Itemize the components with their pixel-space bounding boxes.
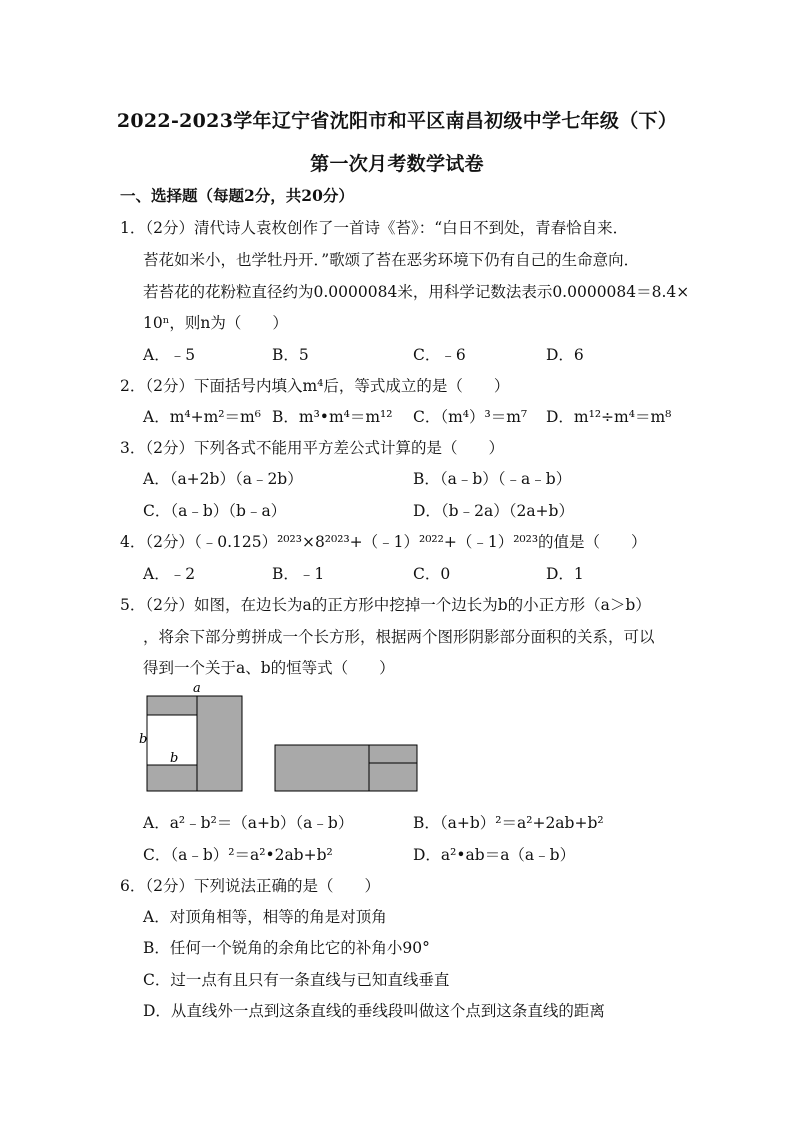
q6-option-d: D．从直线外一点到这条直线的垂线段叫做这个点到这条直线的距离 xyxy=(143,1002,605,1020)
q4-stem: 4．（2分）（﹣0.125）²⁰²³×8²⁰²³+（﹣1）²⁰²²+（﹣1）²⁰²³的值是（ ） xyxy=(120,533,647,551)
q6-option-c: C．过一点有且只有一条直线与已知直线垂直 xyxy=(143,971,450,989)
q4-option-a: A．﹣2 xyxy=(143,565,196,583)
q3-option-c: C．（a﹣b）（b﹣a） xyxy=(143,502,287,520)
q5-option-a: A．a²﹣b²＝（a+b）（a﹣b） xyxy=(143,814,354,832)
q3-option-d: D．（b﹣2a）（2a+b） xyxy=(413,502,574,520)
q1-option-c: C．﹣6 xyxy=(413,346,466,364)
q6-stem: 6．（2分）下列说法正确的是（ ） xyxy=(120,877,380,895)
q5-stem-line3: 得到一个关于a、b的恒等式（ ） xyxy=(143,659,395,677)
section-heading: 一、选择题（每题2分，共20分） xyxy=(120,186,354,205)
label-b-bottom: b xyxy=(170,751,179,766)
figure-square-with-cutout xyxy=(138,680,248,795)
q1-stem-line2: 苔花如米小，也学牡丹开．”歌颂了苔在恶劣环境下仍有自己的生命意向． xyxy=(143,251,640,269)
q4-option-b: B．﹣1 xyxy=(272,565,325,583)
q3-option-b: B．（a﹣b）（﹣a﹣b） xyxy=(413,470,572,488)
q2-option-d: D．m¹²÷m⁴＝m⁸ xyxy=(546,408,672,426)
exam-title-line2: 第一次月考数学试卷 xyxy=(310,153,484,175)
q3-stem: 3．（2分）下列各式不能用平方差公式计算的是（ ） xyxy=(120,439,504,457)
q1-stem-line1: 1．（2分）清代诗人袁枚创作了一首诗《苔》：“白日不到处，青春恰自来． xyxy=(120,219,629,237)
q1-option-a: A．﹣5 xyxy=(143,346,196,364)
q4-option-c: C．0 xyxy=(413,565,451,583)
q1-stem-line4: 10ⁿ，则n为（ ） xyxy=(143,314,288,332)
label-b-side: b xyxy=(139,732,148,747)
label-a: a xyxy=(193,681,201,696)
q2-option-b: B．m³•m⁴＝m¹² xyxy=(272,408,393,426)
q2-option-c: C．（m⁴）³＝m⁷ xyxy=(413,408,528,426)
figure-rearranged-rectangle xyxy=(272,742,422,794)
q1-option-d: D．6 xyxy=(546,346,584,364)
q2-option-a: A．m⁴+m²＝m⁶ xyxy=(143,408,261,426)
q5-option-b: B．（a+b）²＝a²+2ab+b² xyxy=(413,814,604,832)
q3-option-a: A．（a+2b）（a﹣2b） xyxy=(143,470,303,488)
exam-title-line1: 2022-2023学年辽宁省沈阳市和平区南昌初级中学七年级（下） xyxy=(116,110,678,132)
q6-option-b: B．任何一个锐角的余角比它的补角小90° xyxy=(143,939,430,957)
q1-option-b: B．5 xyxy=(272,346,309,364)
q5-stem-line2: ，将余下部分剪拼成一个长方形，根据两个图形阴影部分面积的关系，可以 xyxy=(143,628,655,646)
q5-option-d: D．a²•ab＝a（a﹣b） xyxy=(413,846,576,864)
rectangle xyxy=(275,745,417,791)
q1-stem-line3: 若苔花的花粉粒直径约为0.0000084米，用科学记数法表示0.0000084＝8.4× xyxy=(143,283,690,301)
q5-option-c: C．（a﹣b）²＝a²•2ab+b² xyxy=(143,846,333,864)
q4-option-d: D．1 xyxy=(546,565,584,583)
q6-option-a: A．对顶角相等，相等的角是对顶角 xyxy=(143,908,387,926)
q2-stem: 2．（2分）下面括号内填入m⁴后，等式成立的是（ ） xyxy=(120,377,510,395)
q5-stem-line1: 5．（2分）如图，在边长为a的正方形中挖掉一个边长为b的小正方形（a＞b） xyxy=(120,596,651,614)
